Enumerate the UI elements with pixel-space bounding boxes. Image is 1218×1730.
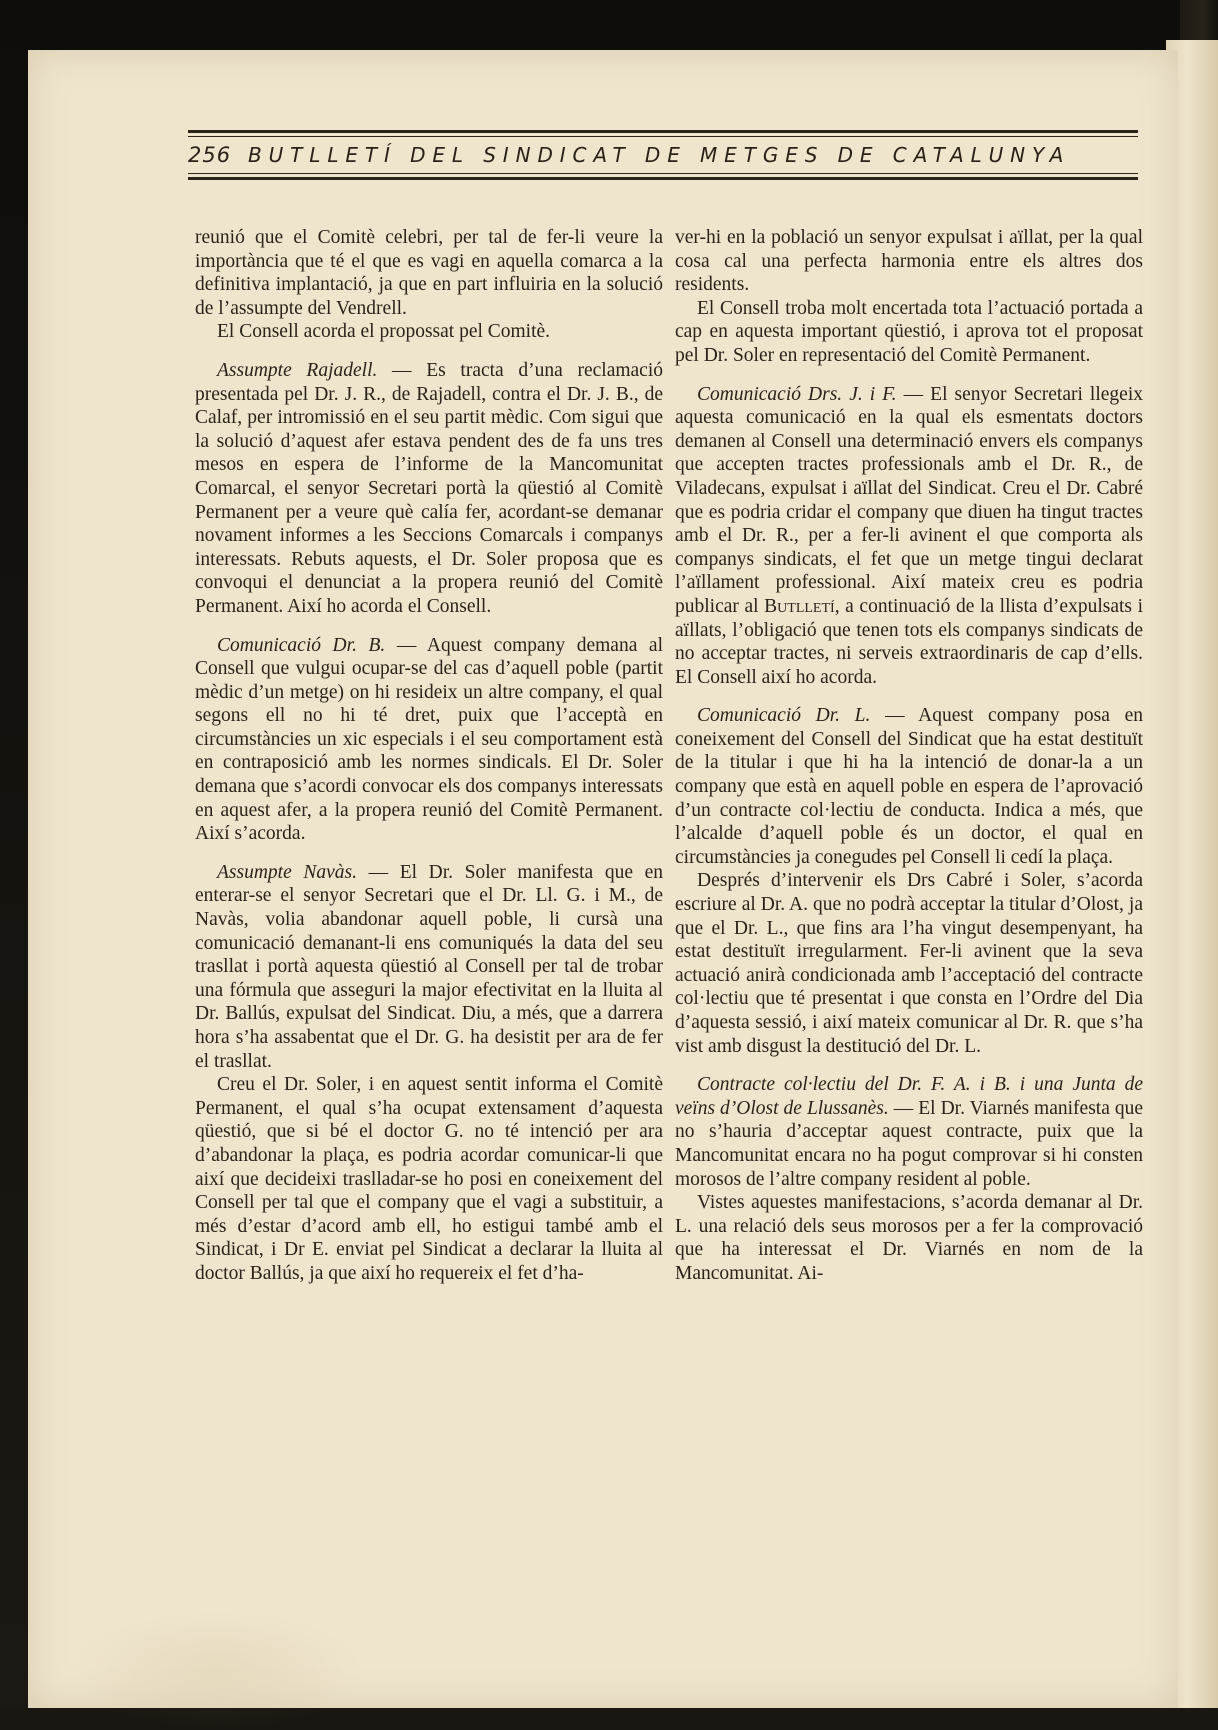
butlleti-name: Butlletí — [764, 595, 835, 617]
header-rule-top — [188, 130, 1138, 133]
section-heading-olost: Contracte col·lectiu del Dr. F. A. i B. i una Junta de veïns d’Olost de Llussanès. — [675, 1074, 1143, 1119]
section-heading-drs-jf: Comunicació Drs. J. i F. — [697, 383, 897, 405]
section-dr-l — [675, 704, 1143, 869]
paragraph-continuation: ver-hi en la població un senyor expulsat i aïllat, per la qual cosa cal una perfecta harmonia entre els altres dos residents. — [675, 227, 1143, 296]
paragraph-vistes: Vistes aquestes manifestacions, s’acorda demanar al Dr. L. una relació dels seus morosos per a fer la comprovació que ha interessat el Dr. Viarnés en nom de la Mancomunitat. Ai- — [675, 1192, 1143, 1284]
section-heading-dr-l: Comunicació Dr. L. — [697, 705, 871, 727]
section-drs-jf — [675, 383, 1143, 690]
paragraph-consell-troba: El Consell troba molt encertada tota l’actuació portada a cap en aquesta important qüestió, i aprova tot el proposat pel Dr. Soler en representació del Comitè Permanent. — [675, 297, 1143, 366]
right-column — [675, 226, 1143, 1286]
running-title: BUTLLETÍ DEL SINDICAT DE METGES DE CATALUNYA — [248, 143, 1071, 167]
paragraph-creu-soler: Creu el Dr. Soler, i en aquest sentit informa el Comitè Permanent, el qual s’ha ocupat extensament d’aquesta qüestió, que si bé el doctor G. no té intenció per ara d’abandonar la plaça, es podria acordar comunicar-li que així que decideixi traslladar-se ho posi en coneixement del Consell per tal que el company que el vagi a substituir, a més d’estar d’acord amb ell, ho estigui també amb el Sindicat, i Dr E. enviat pel Sindicat a declarar la lluita al doctor Ballús, ja que així ho requereix el fet d’ha- — [195, 1074, 663, 1284]
section-text-dr-l: — Aquest company posa en coneixement del Consell del Sindicat que ha estat destituït de la titular i que hi ha la intenció de donar-la a un company que està en aquell poble en espera de l’aprovació d’un contracte col·lectiu de conducta. Indica a més, que l’alcalde d’aquell poble és un doctor, el qual en circumstàncies ja conegudes pel Consell li cedí la plaça. — [675, 705, 1143, 868]
paragraph-consell-acorda: El Consell acorda el propossat pel Comitè. — [217, 321, 551, 343]
section-dr-b — [195, 634, 663, 846]
section-navas — [195, 861, 663, 1073]
section-text-drs-jf-a: — El senyor Secretari llegeix aquesta comunicació en la qual els esmentats doctors demanen al Consell una determinació envers els companys que accepten tractes professionals amb el Dr. R., de Viladecans, expulsat i aïllat del Sindicat. Creu el Dr. Cabré que es podria cridar el company que diuen ha tingut tractes amb el Dr. R., per a fer-li avinent el que comporta als companys sindicats, el fet que un metge tingui declarat l’aïllament professional. Així mateix creu es podria publicar al — [675, 383, 1143, 617]
header-rule-bottom-thin — [188, 173, 1138, 174]
section-heading-navas: Assumpte Navàs. — [217, 861, 357, 883]
section-text-navas: — El Dr. Soler manifesta que en enterar-se el senyor Secretari que el Dr. Ll. G. i M., de Navàs, volia abandonar aquell poble, li cursà una comunicació demanant-li ens comuniqués la data del seu trasllat i portà aquesta qüestió al Consell per tal de trobar una fórmula que asseguri la major efectivitat en la lluita al Dr. Ballús, expulsat del Sindicat. Diu, a més, que a darrera hora s’ha assabentat que el Dr. G. ha desistit per ara de fer el trasllat. — [195, 861, 663, 1072]
section-heading-dr-b: Comunicació Dr. B. — [217, 634, 386, 656]
page-number: 256 — [188, 143, 232, 167]
section-text-drs-jf-b: , a continuació de la llista d’expulsats i aïllats, l’obligació que tenen tots els companys sindicats de no acceptar tractes, ni serveis extraordinaris de cap d’ells. El Consell així ho acorda. — [675, 595, 1143, 688]
running-header — [188, 130, 1138, 180]
section-heading-rajadell: Assumpte Rajadell. — [217, 359, 378, 381]
header-line — [188, 137, 1138, 173]
paragraph-vendrell: reunió que el Comitè celebri, per tal de fer-li veure la importància que té el que es vagi en aquella comarca a la definitiva implantació, ja que en part influiria en la solució de l’assumpte del Vendrell. — [195, 227, 663, 319]
header-rule-bottom — [188, 177, 1138, 180]
section-text-rajadell: — Es tracta d’una reclamació presentada pel Dr. J. R., de Rajadell, contra el Dr. J. B., de Calaf, per intromissió en el seu partit mèdic. Com sigui que la solució d’aquest afer estava pendent des de fa uns tres mesos en espera de l’informe de la Mancomunitat Comarcal, el senyor Secretari portà la qüestió al Comitè Permanent per a veure què calía fer, acordant-se demanar novament informes a les Seccions Comarcals i companys interessats. Rebuts aquests, el Dr. Soler proposa que es convoqui el denunciat a la propera reunió del Comitè Permanent. Així ho acorda el Consell. — [195, 359, 663, 617]
section-text-dr-b: — Aquest company demana al Consell que vulgui ocupar-se del cas d’aquell poble (partit mèdic d’un metge) on hi resideix un altre company, el qual segons ell no hi té dret, puix que l’acceptà en circumstàncies un xic especials i el seu comportament està en contraposició amb les normes sindicals. El Dr. Soler demana que s’acordi convocar els dos companys interessats en aquest afer, a la propera reunió del Comitè Permanent. Així s’acorda. — [195, 634, 663, 845]
section-olost — [675, 1073, 1143, 1191]
section-rajadell — [195, 359, 663, 619]
section-text-olost: — El Dr. Viarnés manifesta que no s’hauria d’acceptar aquest contracte, puix que la Mancomunitat encara no ha pogut comprovar si hi consten morosos de l’altre company resident al poble. — [675, 1097, 1144, 1190]
paragraph-despres: Després d’intervenir els Drs Cabré i Soler, s’acorda escriure al Dr. A. que no podrà acceptar la titular d’Olost, ja que el Dr. L., que fins ara l’ha vingut desempenyant, ha estat destituït irregularment. Fer-li avinent que la seva actuació anirà condicionada amb l’acceptació del contracte col·lectiu que té presentat i que consta en l’Ordre del Dia d’aquesta sessió, i així mateix comunicar al Dr. R. que s’ha vist amb disgust la destitució del Dr. L. — [675, 870, 1143, 1057]
paper-stain — [68, 1610, 368, 1730]
left-column — [195, 226, 663, 1286]
